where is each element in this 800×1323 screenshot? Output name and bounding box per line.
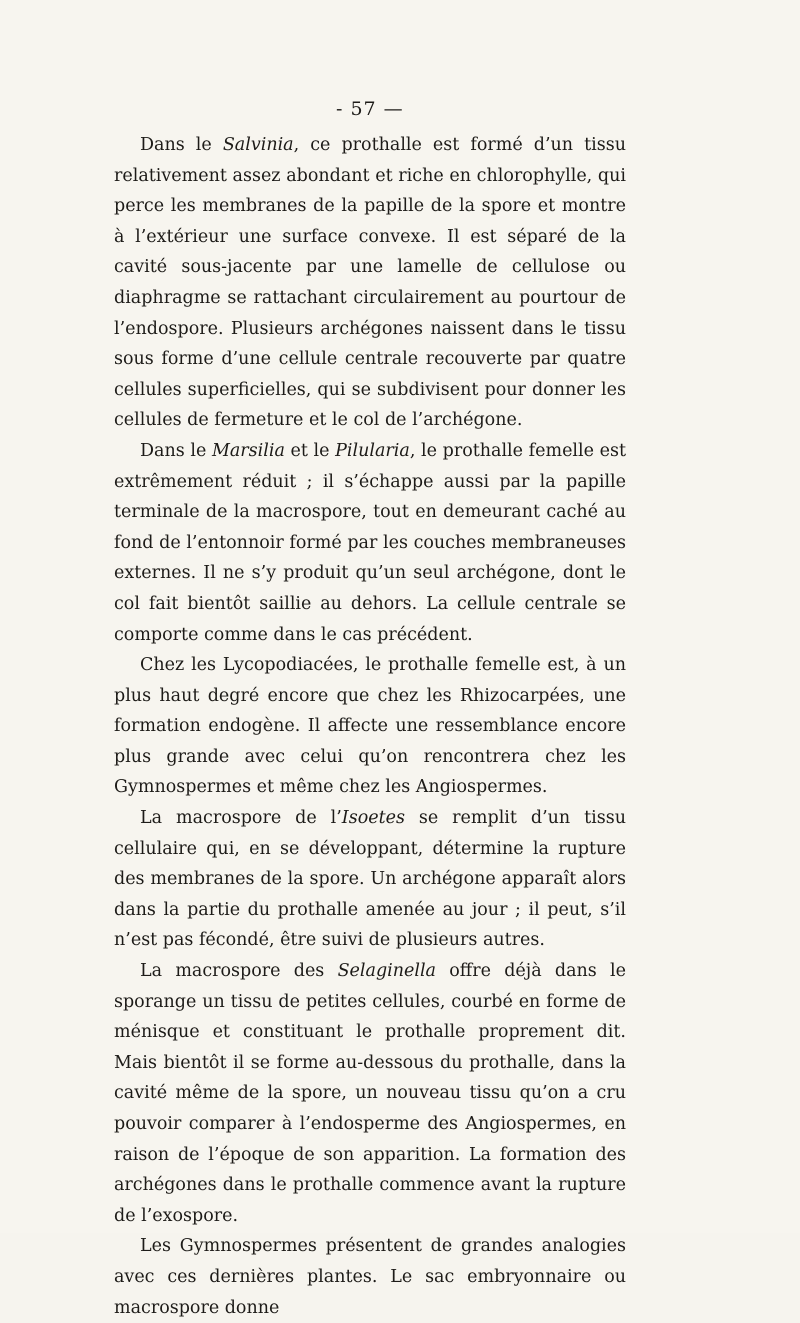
genus-name-pilularia: Pilularia: [335, 440, 410, 461]
text-segment: Chez les Lycopodiacées, le prothalle femelle est, à un plus haut degré encore que chez les Rhizocarpées, une formation endogène. Il affecte une ressemblance encore plus grande avec celui qu’on rencontrera chez les Gymnospermes et même chez les Angiospermes.: [114, 655, 626, 798]
text-segment: Les Gymnospermes présentent de grandes analogies avec ces dernières plantes. Le sac embryonnaire ou macrospore donne: [114, 1236, 626, 1318]
text-segment: , le prothalle femelle est extrêmement réduit ; il s’échappe aussi par la papille terminale de la macrospore, tout en demeurant caché au fond de l’entonnoir formé par les couches membraneuses externes. Il ne s’y produit qu’un seul archégone, dont le col fait bientôt saillie au dehors. La cellule centrale se comporte comme dans le cas précédent.: [114, 440, 626, 645]
paragraph-selaginella: [114, 956, 626, 1231]
text-segment: et le: [284, 440, 336, 461]
paragraph-isoetes: [114, 803, 626, 956]
paragraph-gymnospermes: [114, 1231, 626, 1323]
genus-name-marsilia: Marsilia: [211, 440, 285, 461]
text-segment: Dans le: [140, 440, 212, 461]
text-segment: Dans le: [140, 135, 223, 155]
genus-name-selaginella: Selaginella: [337, 961, 436, 982]
paragraph-marsilia: [114, 436, 626, 650]
page-number: - 57 —: [336, 98, 404, 120]
text-segment: offre déjà dans le sporange un tissu de petites cellules, courbé en forme de ménisque et constituant le prothalle proprement dit. Mais bientôt il se forme au-dessous du prothalle, dans la cavité même de la spore, un nouveau tissu qu’on a cru pouvoir comparer à l’endosperme des Angiospermes, en raison de l’époque de son apparition. La formation des archégones dans le prothalle commence avant la rupture de l’exospore.: [114, 961, 627, 1226]
genus-name-isoetes: Isoetes: [341, 808, 405, 829]
text-segment: se remplit d’un tissu cellulaire qui, en se développant, détermine la rupture des membranes de la spore. Un archégone apparaît alors dans la partie du prothalle amenée au jour ; il peut, s’il n’est pas fécondé, être suivi de plusieurs autres.: [114, 808, 626, 951]
text-segment: , ce prothalle est formé d’un tissu relativement assez abondant et riche en chlorophylle, qui perce les membranes de la papille de la spore et montre à l’extérieur une surface convexe. Il est séparé de la cavité sous-jacente par une lamelle de cellulose ou diaphragme se rattachant circulairement au pourtour de l’endospore. Plusieurs archégones naissent dans le tissu sous forme d’une cellule centrale recouverte par quatre cellules superficielles, qui se subdivisent pour donner les cellules de fermeture et le col de l’archégone.: [114, 135, 627, 431]
text-segment: La macrospore des: [140, 961, 338, 982]
paragraph-salvinia: [114, 130, 626, 436]
body-text: [114, 130, 626, 1323]
genus-name-salvinia: Salvinia: [222, 135, 294, 155]
paragraph-lycopodiacees: [114, 650, 626, 803]
text-segment: La macrospore de l’: [140, 808, 342, 829]
